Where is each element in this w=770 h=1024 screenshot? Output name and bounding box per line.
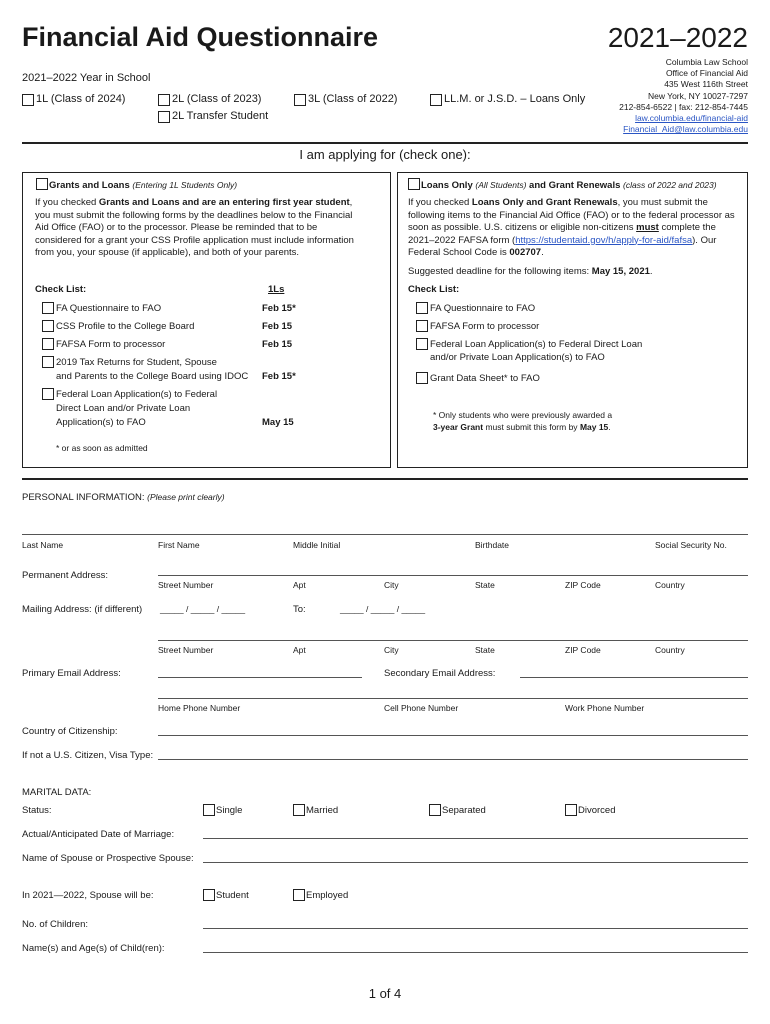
children-names-label: Name(s) and Age(s) of Child(ren): <box>22 943 165 954</box>
deadline-date: May 15, 2021 <box>591 266 650 277</box>
field-apt: Apt <box>293 580 306 590</box>
form-year: 2021–2022 <box>607 22 748 53</box>
para-must: must <box>636 222 659 233</box>
mailing-to-label: To: <box>293 604 306 615</box>
personal-heading <box>22 492 225 503</box>
checkbox-right-item-2[interactable] <box>416 320 428 332</box>
applying-heading: I am applying for (check one): <box>299 147 471 162</box>
left-checklist-label: Check List: <box>35 284 87 295</box>
option-2l-transfer: 2L Transfer Student <box>172 110 269 122</box>
office-line: Office of Financial Aid <box>665 68 748 79</box>
note-bold: 3-year Grant <box>433 422 484 432</box>
field-country: Country <box>655 580 685 590</box>
status-separated: Separated <box>442 805 486 816</box>
field-first-name: First Name <box>158 540 200 550</box>
right-item-label: FA Questionnaire to FAO <box>430 303 536 314</box>
status-married: Married <box>306 805 339 816</box>
checkbox-llm[interactable] <box>430 94 442 106</box>
children-names-line[interactable] <box>203 952 748 953</box>
visa-line[interactable] <box>158 759 748 760</box>
loans-only-title <box>421 180 717 191</box>
personal-heading-label: PERSONAL INFORMATION: <box>22 492 145 503</box>
left-item-label: Direct Loan and/or Private Loan <box>56 403 191 414</box>
para-text: complete the 2021–2022 FAFSA form ( <box>408 222 716 246</box>
loans-only-note: (All Students) <box>475 180 527 190</box>
mailing-address-line[interactable] <box>158 640 748 641</box>
field-middle-initial: Middle Initial <box>293 540 341 550</box>
deadline-text: Suggested deadline for the following items: <box>408 266 592 277</box>
para-bold: Grants and Loans and are an entering first year student <box>98 197 350 208</box>
field-zip: ZIP Code <box>565 580 601 590</box>
checkbox-single[interactable] <box>203 804 215 816</box>
grants-loans-label: Grants and Loans <box>49 180 130 191</box>
personal-heading-note: (Please print clearly) <box>147 492 225 502</box>
para-text: ). Our Federal School Code is <box>408 234 717 258</box>
office-line: New York, NY 10027-7297 <box>647 90 748 101</box>
grant-note <box>433 409 612 433</box>
left-item-label: FA Questionnaire to FAO <box>56 303 162 314</box>
form-title: Financial Aid Questionnaire <box>22 22 379 52</box>
checkbox-married[interactable] <box>293 804 305 816</box>
right-item-label: Federal Loan Application(s) to Federal Direct Loan <box>430 339 643 350</box>
para-text: If you checked <box>408 197 472 208</box>
status-divorced: Divorced <box>578 805 616 816</box>
children-label: No. of Children: <box>22 919 89 930</box>
fafsa-link[interactable]: https://studentaid.gov/h/apply-for-aid/fafsa <box>515 234 693 246</box>
marriage-date-label: Actual/Anticipated Date of Marriage: <box>22 829 175 840</box>
checkbox-right-item-3[interactable] <box>416 338 428 350</box>
para-text: If you checked <box>35 197 99 208</box>
para-text: , you must submit the following forms by the deadlines below to the Financial Aid Office (FAO) or to the processor. Please be reminded that to be considered for a grant your CSS Profile application must include information from you, your spouse (if applicable), and both of your parents. <box>35 197 354 258</box>
note-text: must submit this form by <box>483 422 580 432</box>
note-text: * Only students who were previously awarded a <box>433 410 613 420</box>
left-item-label: and Parents to the College Board using IDOC <box>56 371 249 382</box>
left-item-date: Feb 15 <box>262 339 293 350</box>
marital-heading: MARITAL DATA: <box>22 787 92 798</box>
right-checklist-label: Check List: <box>408 284 460 295</box>
children-line[interactable] <box>203 928 748 929</box>
office-line: Columbia Law School <box>665 57 748 67</box>
left-item-date: Feb 15 <box>262 321 293 332</box>
name-line[interactable] <box>22 534 748 535</box>
left-item-label: 2019 Tax Returns for Student, Spouse <box>56 357 217 368</box>
field-city: City <box>384 580 399 590</box>
checkbox-loans-only[interactable] <box>408 178 420 190</box>
left-item-label: Application(s) to FAO <box>56 417 146 428</box>
page-number: 1 of 4 <box>368 986 402 1001</box>
field-country: Country <box>655 645 685 655</box>
loans-only-label: Loans Only <box>421 180 473 191</box>
left-item-label: FAFSA Form to processor <box>56 339 166 350</box>
field-zip: ZIP Code <box>565 645 601 655</box>
checkbox-left-item-5[interactable] <box>42 388 54 400</box>
mailing-to-date[interactable]: _____ / _____ / _____ <box>340 604 426 614</box>
deadline-text: . <box>649 266 653 277</box>
checkbox-3l[interactable] <box>294 94 306 106</box>
para-bold: Loans Only and Grant Renewals <box>471 197 618 208</box>
grants-loans-title <box>49 180 237 191</box>
para-text: . <box>541 247 544 258</box>
field-state: State <box>475 580 495 590</box>
field-apt: Apt <box>293 645 306 655</box>
marriage-date-line[interactable] <box>203 838 748 839</box>
option-1l: 1L (Class of 2024) <box>36 93 126 105</box>
left-item-label: CSS Profile to the College Board <box>56 321 195 332</box>
grant-renewals-label: and Grant Renewals <box>529 180 621 191</box>
checkbox-left-item-1[interactable] <box>42 302 54 314</box>
suggested-deadline <box>408 266 653 279</box>
section-divider <box>22 478 748 480</box>
field-street: Street Number <box>158 645 214 655</box>
field-street: Street Number <box>158 580 214 590</box>
note-line2 <box>433 421 612 433</box>
secondary-email-line[interactable] <box>520 677 748 678</box>
permanent-address-line[interactable] <box>158 575 748 576</box>
office-address <box>619 57 748 135</box>
checkbox-1l[interactable] <box>22 94 34 106</box>
option-llm: LL.M. or J.S.D. – Loans Only <box>444 93 586 105</box>
field-last-name: Last Name <box>22 540 64 550</box>
left-item-date: May 15 <box>262 417 294 428</box>
field-state: State <box>475 645 495 655</box>
field-birthdate: Birthdate <box>475 540 510 550</box>
status-single: Single <box>216 805 243 816</box>
loans-only-paragraph <box>408 197 736 260</box>
right-item-label: FAFSA Form to processor <box>430 321 540 332</box>
spouse-employed: Employed <box>306 890 349 901</box>
status-label: Status: <box>22 805 52 816</box>
checkbox-2l[interactable] <box>158 94 170 106</box>
checkbox-left-item-2[interactable] <box>42 320 54 332</box>
grants-loans-note: (Entering 1L Students Only) <box>132 180 238 190</box>
field-home-phone: Home Phone Number <box>158 703 241 713</box>
right-item-label: and/or Private Loan Application(s) to FAO <box>430 352 605 363</box>
checkbox-separated[interactable] <box>429 804 441 816</box>
right-item-label: Grant Data Sheet* to FAO <box>430 373 540 384</box>
checkbox-2l-transfer[interactable] <box>158 111 170 123</box>
phone-line[interactable] <box>158 698 748 699</box>
year-in-school-label: 2021–2022 Year in School <box>22 72 151 84</box>
field-cell-phone: Cell Phone Number <box>384 703 459 713</box>
spouse-name-line[interactable] <box>203 862 748 863</box>
header-divider <box>22 142 748 144</box>
field-city: City <box>384 645 399 655</box>
checkbox-right-item-4[interactable] <box>416 372 428 384</box>
field-ssn: Social Security No. <box>655 540 727 550</box>
primary-email-line[interactable] <box>158 677 362 678</box>
primary-email-label: Primary Email Address: <box>22 668 121 679</box>
grants-loans-paragraph <box>35 197 361 260</box>
left-item-date: Feb 15* <box>262 371 296 382</box>
citizenship-label: Country of Citizenship: <box>22 726 118 737</box>
school-code: 002707 <box>509 247 542 258</box>
office-line: 212-854-6522 | fax: 212-854-7445 <box>619 101 748 112</box>
checkbox-spouse-employed[interactable] <box>293 889 305 901</box>
option-3l: 3L (Class of 2022) <box>308 93 398 105</box>
financial-aid-link[interactable]: law.columbia.edu/financial-aid <box>635 113 748 124</box>
secondary-email-label: Secondary Email Address: <box>384 668 496 679</box>
visa-label: If not a U.S. Citizen, Visa Type: <box>22 750 154 761</box>
spouse-student: Student <box>216 890 249 901</box>
checkbox-left-item-4[interactable] <box>42 356 54 368</box>
grant-renewals-note: (class of 2022 and 2023) <box>623 180 717 190</box>
checkbox-left-item-3[interactable] <box>42 338 54 350</box>
note-bold: May 15 <box>579 422 609 432</box>
left-footnote: * or as soon as admitted <box>56 443 148 453</box>
mailing-from-date[interactable]: _____ / _____ / _____ <box>160 604 246 614</box>
checkbox-right-item-1[interactable] <box>416 302 428 314</box>
mailing-address-label: Mailing Address: (if different) <box>22 604 143 615</box>
citizenship-line[interactable] <box>158 735 748 736</box>
spouse-name-label: Name of Spouse or Prospective Spouse: <box>22 853 194 864</box>
permanent-address-label: Permanent Address: <box>22 570 109 581</box>
checkbox-divorced[interactable] <box>565 804 577 816</box>
checkbox-spouse-student[interactable] <box>203 889 215 901</box>
left-item-label: Federal Loan Application(s) to Federal <box>56 389 218 400</box>
field-work-phone: Work Phone Number <box>565 703 645 713</box>
checkbox-grants-loans[interactable] <box>36 178 48 190</box>
spouse-will-be-label: In 2021—2022, Spouse will be: <box>22 890 154 901</box>
option-2l: 2L (Class of 2023) <box>172 93 262 105</box>
para-text: , you must submit the following items to the Financial Aid Office (FAO) or to the federal processor as soon as possible. U.S. citizens or eligible non-citizens <box>408 197 735 233</box>
office-line: 435 West 116th Street <box>664 79 748 90</box>
left-item-date: Feb 15* <box>262 303 296 314</box>
left-checklist-col-header: 1Ls <box>268 284 285 295</box>
note-text: . <box>608 422 611 432</box>
email-link[interactable]: Financial_Aid@law.columbia.edu <box>623 124 748 135</box>
